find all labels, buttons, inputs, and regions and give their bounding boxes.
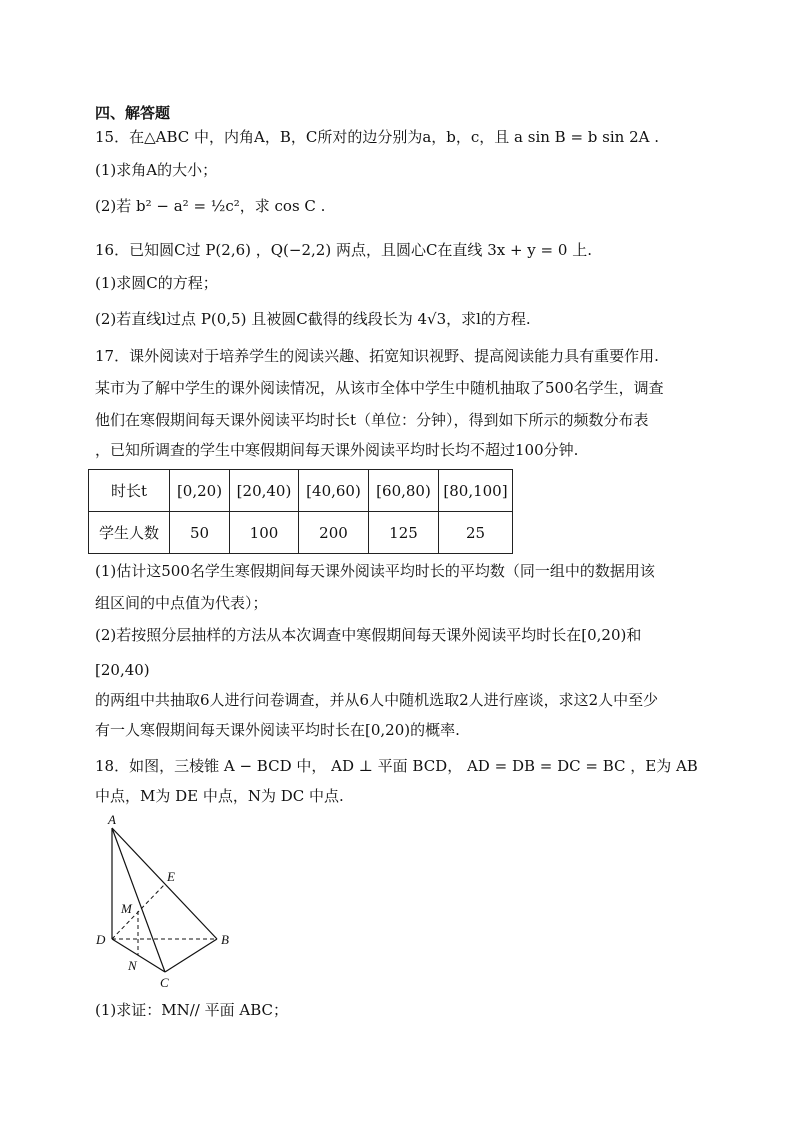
q18-part1: (1)求证：MN// 平面 ABC；	[95, 1001, 288, 1019]
table-count: 125	[369, 512, 439, 554]
label-a: A	[108, 812, 116, 827]
edge-dc	[112, 939, 165, 972]
q18-stem-line1: 18．如图，三棱锥 A − BCD 中， AD ⊥ 平面 BCD， AD = DB = DC = BC ，E为 AB	[95, 757, 698, 775]
q15-stem: 15．在△ABC 中，内角A，B，C所对的边分别为a，b，c，且 a sin B = b sin 2A .	[95, 128, 660, 146]
q15-part1: (1)求角A的大小；	[95, 161, 218, 179]
frequency-table	[88, 469, 513, 554]
label-c: C	[160, 975, 169, 990]
q17-part1-line1: (1)估计这500名学生寒假期间每天课外阅读平均时长的平均数（同一组中的数据用该	[95, 562, 655, 580]
table-row-label: 学生人数	[89, 512, 170, 554]
label-m: M	[121, 901, 132, 916]
q18-stem-line2: 中点，M为 DE 中点，N为 DC 中点.	[95, 787, 344, 805]
q17-stem-line2: 某市为了解中学生的课外阅读情况，从该市全体中学生中随机抽取了500名学生，调查	[95, 379, 664, 397]
pyramid-figure	[90, 812, 240, 992]
table-row	[89, 470, 513, 512]
q17-part1-line2: 组区间的中点值为代表）；	[95, 594, 268, 612]
table-count: 50	[170, 512, 230, 554]
label-e: E	[167, 869, 175, 884]
q17-part2-line2: [20,40)	[95, 661, 150, 679]
edge-ac	[112, 828, 165, 972]
q16-stem: 16．已知圆C过 P(2,6) ，Q(−2,2) 两点，且圆心C在直线 3x + y = 0 上.	[95, 241, 592, 259]
table-count: 100	[230, 512, 299, 554]
table-count: 200	[299, 512, 369, 554]
table-interval: [80,100]	[439, 470, 513, 512]
table-header-label: 时长t	[89, 470, 170, 512]
q16-part2: (2)若直线l过点 P(0,5) 且被圆C截得的线段长为 4√3，求l的方程.	[95, 310, 531, 328]
q17-part2-line1: (2)若按照分层抽样的方法从本次调查中寒假期间每天课外阅读平均时长在[0,20)和	[95, 626, 642, 644]
q17-part2-line3: 的两组中共抽取6人进行问卷调查，并从6人中随机选取2人进行座谈，求这2人中至少	[95, 691, 659, 709]
q16-part1: (1)求圆C的方程；	[95, 274, 218, 292]
label-d: D	[96, 932, 106, 947]
table-row	[89, 512, 513, 554]
q17-part2-line4: 有一人寒假期间每天课外阅读平均时长在[0,20)的概率.	[95, 721, 460, 739]
label-n: N	[128, 958, 137, 973]
q17-stem-line4: ，已知所调查的学生中寒假期间每天课外阅读平均时长均不超过100分钟.	[95, 441, 579, 459]
table-count: 25	[439, 512, 513, 554]
label-b: B	[221, 932, 229, 947]
section-title: 四、解答题	[95, 104, 171, 122]
table-interval: [60,80)	[369, 470, 439, 512]
table-interval: [40,60)	[299, 470, 369, 512]
q17-stem-line1: 17．课外阅读对于培养学生的阅读兴趣、拓宽知识视野、提高阅读能力具有重要作用.	[95, 347, 659, 365]
q17-stem-line3: 他们在寒假期间每天课外阅读平均时长t（单位：分钟），得到如下所示的频数分布表	[95, 411, 649, 429]
q15-part2: (2)若 b² − a² = ½c²，求 cos C .	[95, 197, 326, 215]
table-interval: [20,40)	[230, 470, 299, 512]
table-interval: [0,20)	[170, 470, 230, 512]
edge-cb	[165, 939, 217, 972]
